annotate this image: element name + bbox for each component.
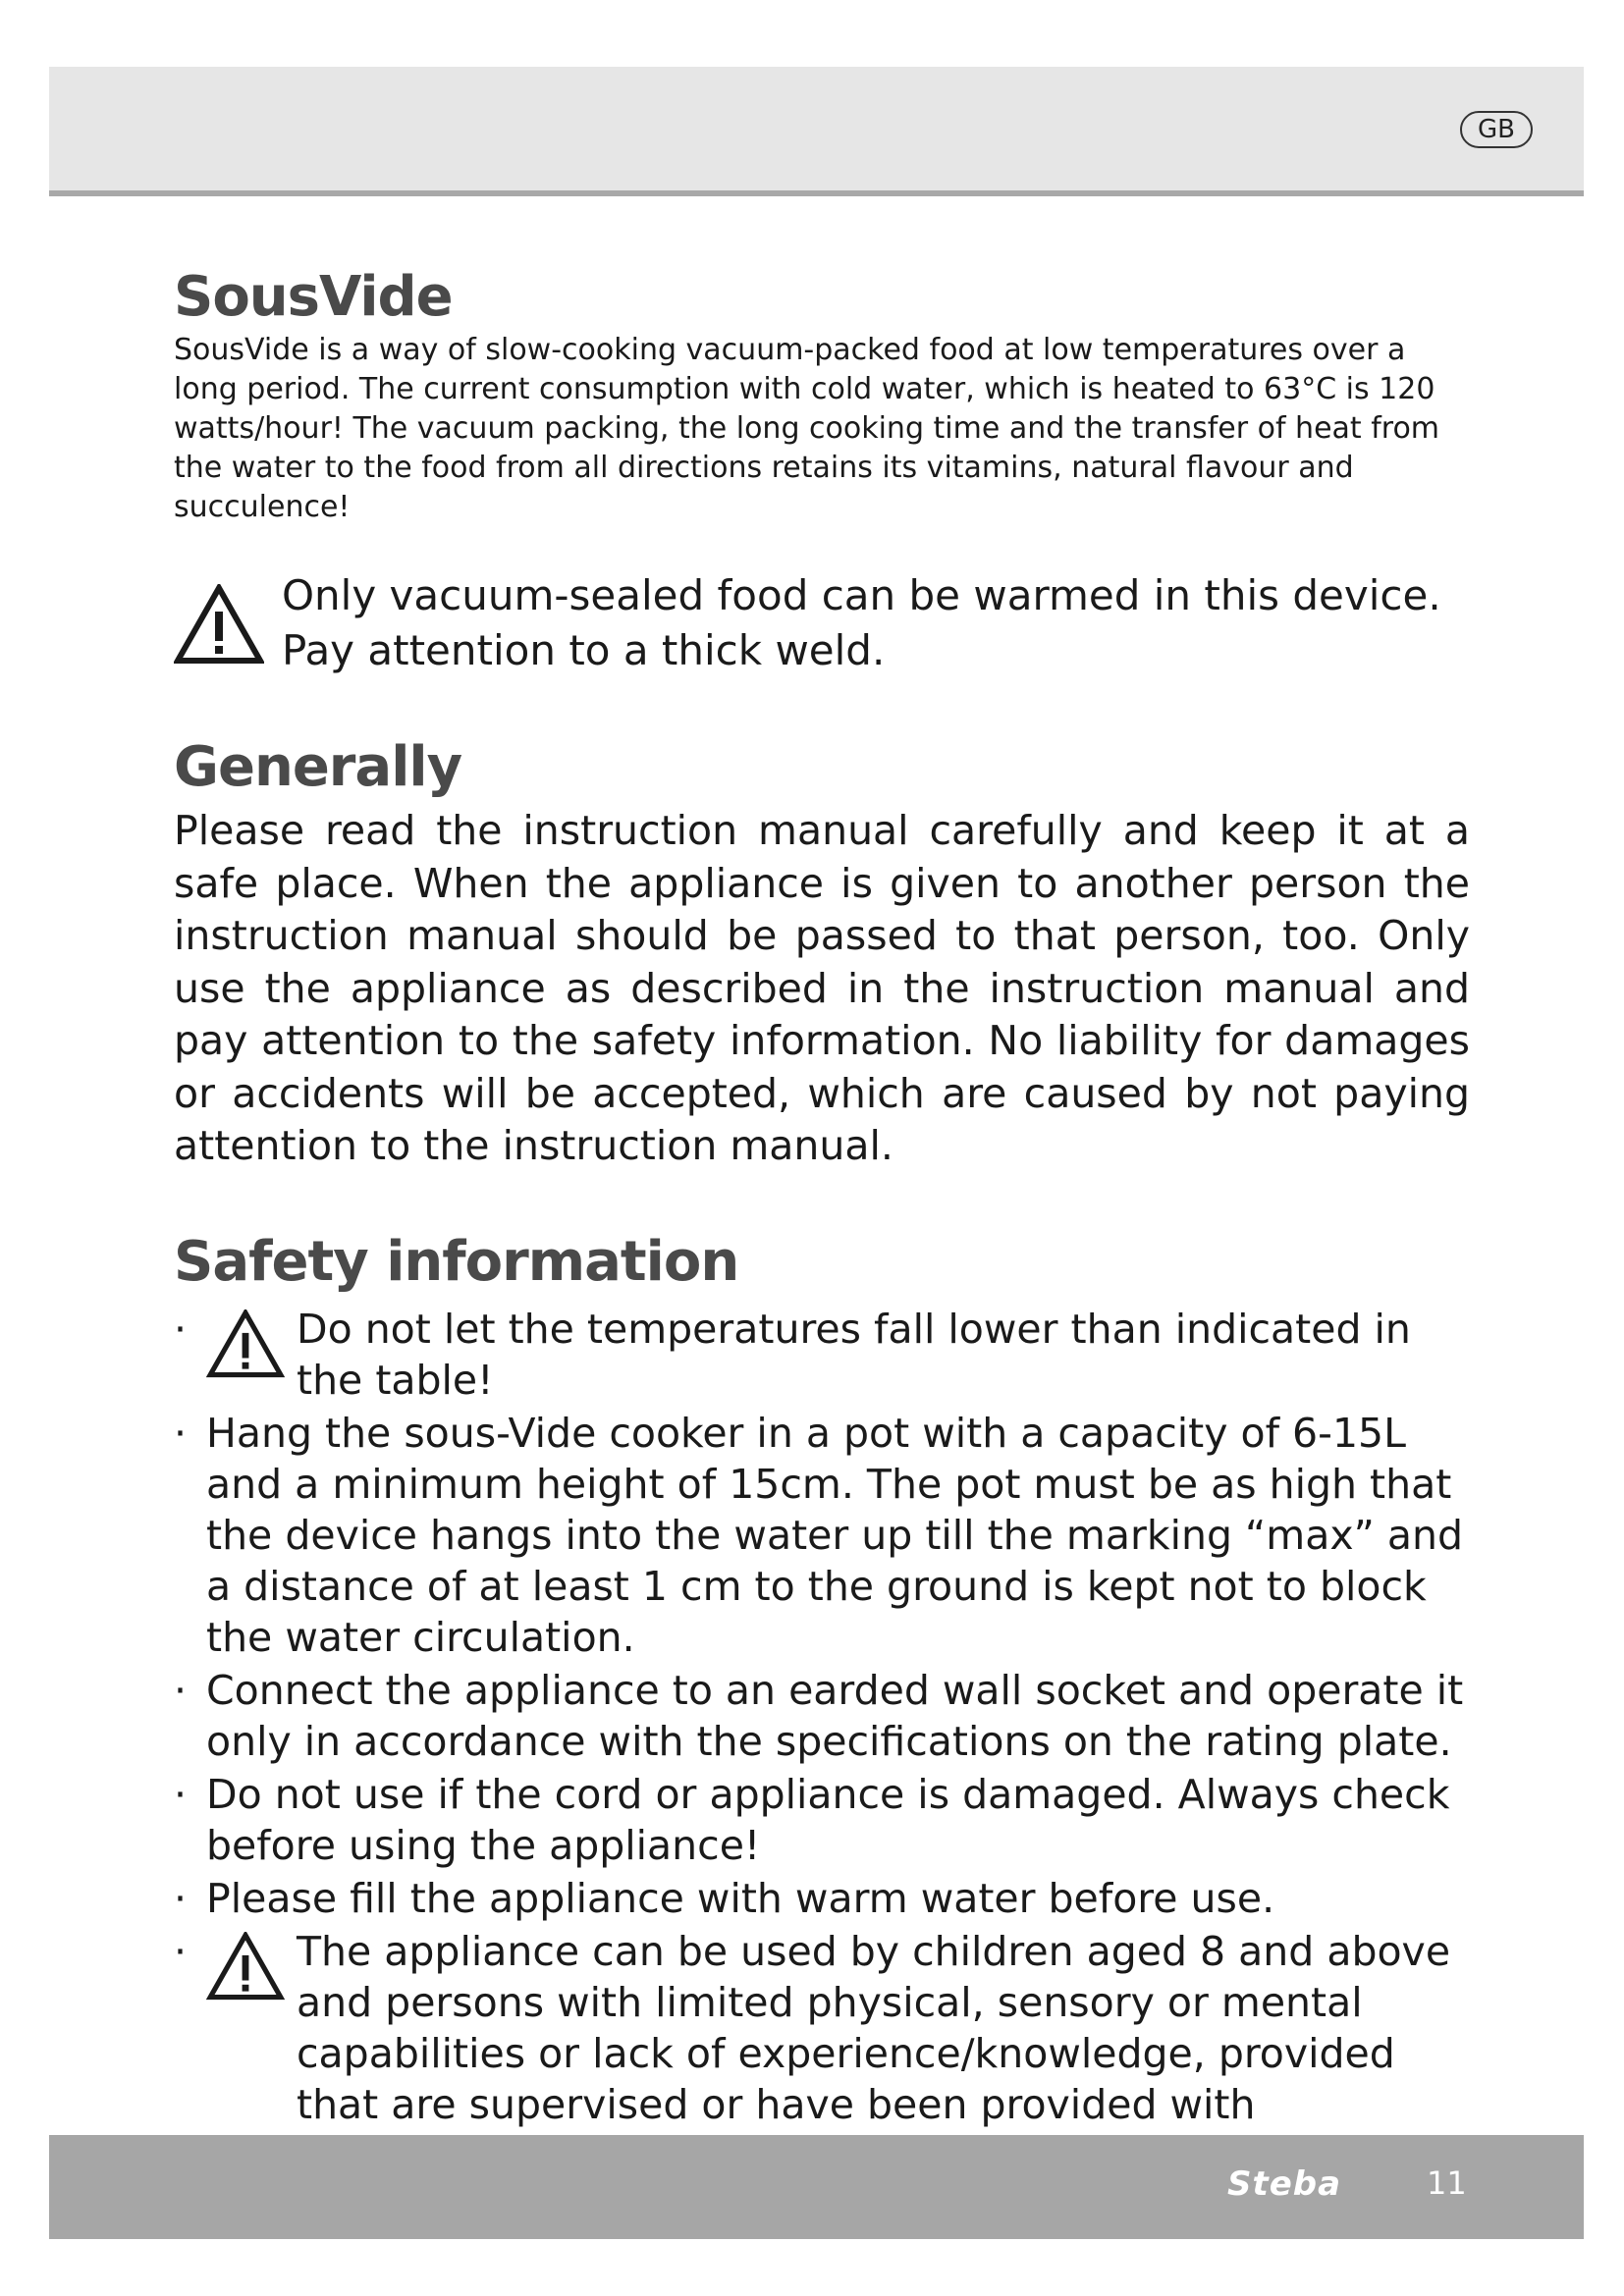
language-badge: GB: [1460, 111, 1533, 148]
safety-heading: Safety information: [174, 1229, 739, 1294]
sousvide-heading: SousVide: [174, 265, 453, 329]
brand-logo: Steba: [1227, 2164, 1342, 2204]
warning-triangle-icon: [206, 1309, 285, 1378]
warning-line-2: Pay attention to a thick weld.: [282, 626, 886, 674]
list-item: · Do not let the temperatures fall lower than indicated in the table!: [174, 1304, 1473, 1406]
vacuum-warning: [174, 568, 1480, 678]
safety-item-text: Connect the appliance to an earded wall socket and operate it only in accordance with the specifications on the rating plate.: [206, 1666, 1464, 1765]
vacuum-warning-text: [282, 568, 1441, 678]
list-item: · Do not use if the cord or appliance is damaged. Always check before using the appliance!: [174, 1770, 1450, 1869]
list-item: · The appliance can be used by children aged 8 and above and persons with limited physical, sensory or mental capabilities or lack of experience/knowledge, provided that are supervised or have been provided with: [174, 1926, 1473, 2181]
list-item: · Connect the appliance to an earded wall socket and operate it only in accordance with the specifications on the rating plate.: [174, 1666, 1464, 1765]
warning-line-1: Only vacuum-sealed food can be warmed in this device.: [282, 571, 1441, 619]
generally-heading: Generally: [174, 735, 462, 799]
header-band: [49, 67, 1584, 196]
safety-item-text: Please fill the appliance with warm water before use.: [206, 1874, 1275, 1922]
footer-band: [49, 2135, 1584, 2239]
safety-item-text: Do not use if the cord or appliance is damaged. Always check before using the appliance!: [206, 1770, 1450, 1869]
warning-triangle-icon: [206, 1932, 285, 2001]
page-number: 11: [1427, 2164, 1467, 2202]
warning-triangle-icon: [174, 584, 264, 665]
safety-item-text: The appliance can be used by children aged 8 and above and persons with limited physical, sensory or mental capabilities or lack of experience/knowledge, provided that are supervised or have been provided with: [297, 1927, 1451, 2128]
safety-item-text: Hang the sous-Vide cooker in a pot with a capacity of 6-15L and a minimum height of 15cm. The pot must be as high that the device hangs into the water up till the marking “max” and a distance of at least 1 cm to the ground is kept not to block the water circulation.: [206, 1409, 1463, 1661]
sousvide-description: SousVide is a way of slow-cooking vacuum-packed food at low temperatures over a long period. The current consumption with cold water, which is heated to 63°C is 120 watts/hour! The vacuum packing, the long cooking time and the transfer of heat from the water to the food from all directions retains its vitamins, natural flavour and succulence!: [174, 333, 1440, 524]
page-content: [174, 265, 1480, 2183]
safety-item-text: Do not let the temperatures fall lower than indicated in the table!: [297, 1305, 1411, 1404]
safety-section: [174, 1230, 1480, 2181]
generally-section: [174, 735, 1480, 1173]
list-item: · Please fill the appliance with warm water before use.: [174, 1874, 1275, 1922]
generally-body: Please read the instruction manual carefully and keep it at a safe place. When the appliance is given to another person the instruction manual should be passed to that person, too. Only use the appliance as described in the instruction manual and pay attention to the safety information. No liability for damages or accidents will be accepted, which are caused by not paying attention to the instruction manual.: [174, 807, 1470, 1169]
list-item: · Hang the sous-Vide cooker in a pot with a capacity of 6-15L and a minimum height of 15cm. The pot must be as high that the device hangs into the water up till the marking “max” and a distance of at least 1 cm to the ground is kept not to block the water circulation.: [174, 1409, 1463, 1661]
safety-list: [174, 1304, 1480, 2181]
